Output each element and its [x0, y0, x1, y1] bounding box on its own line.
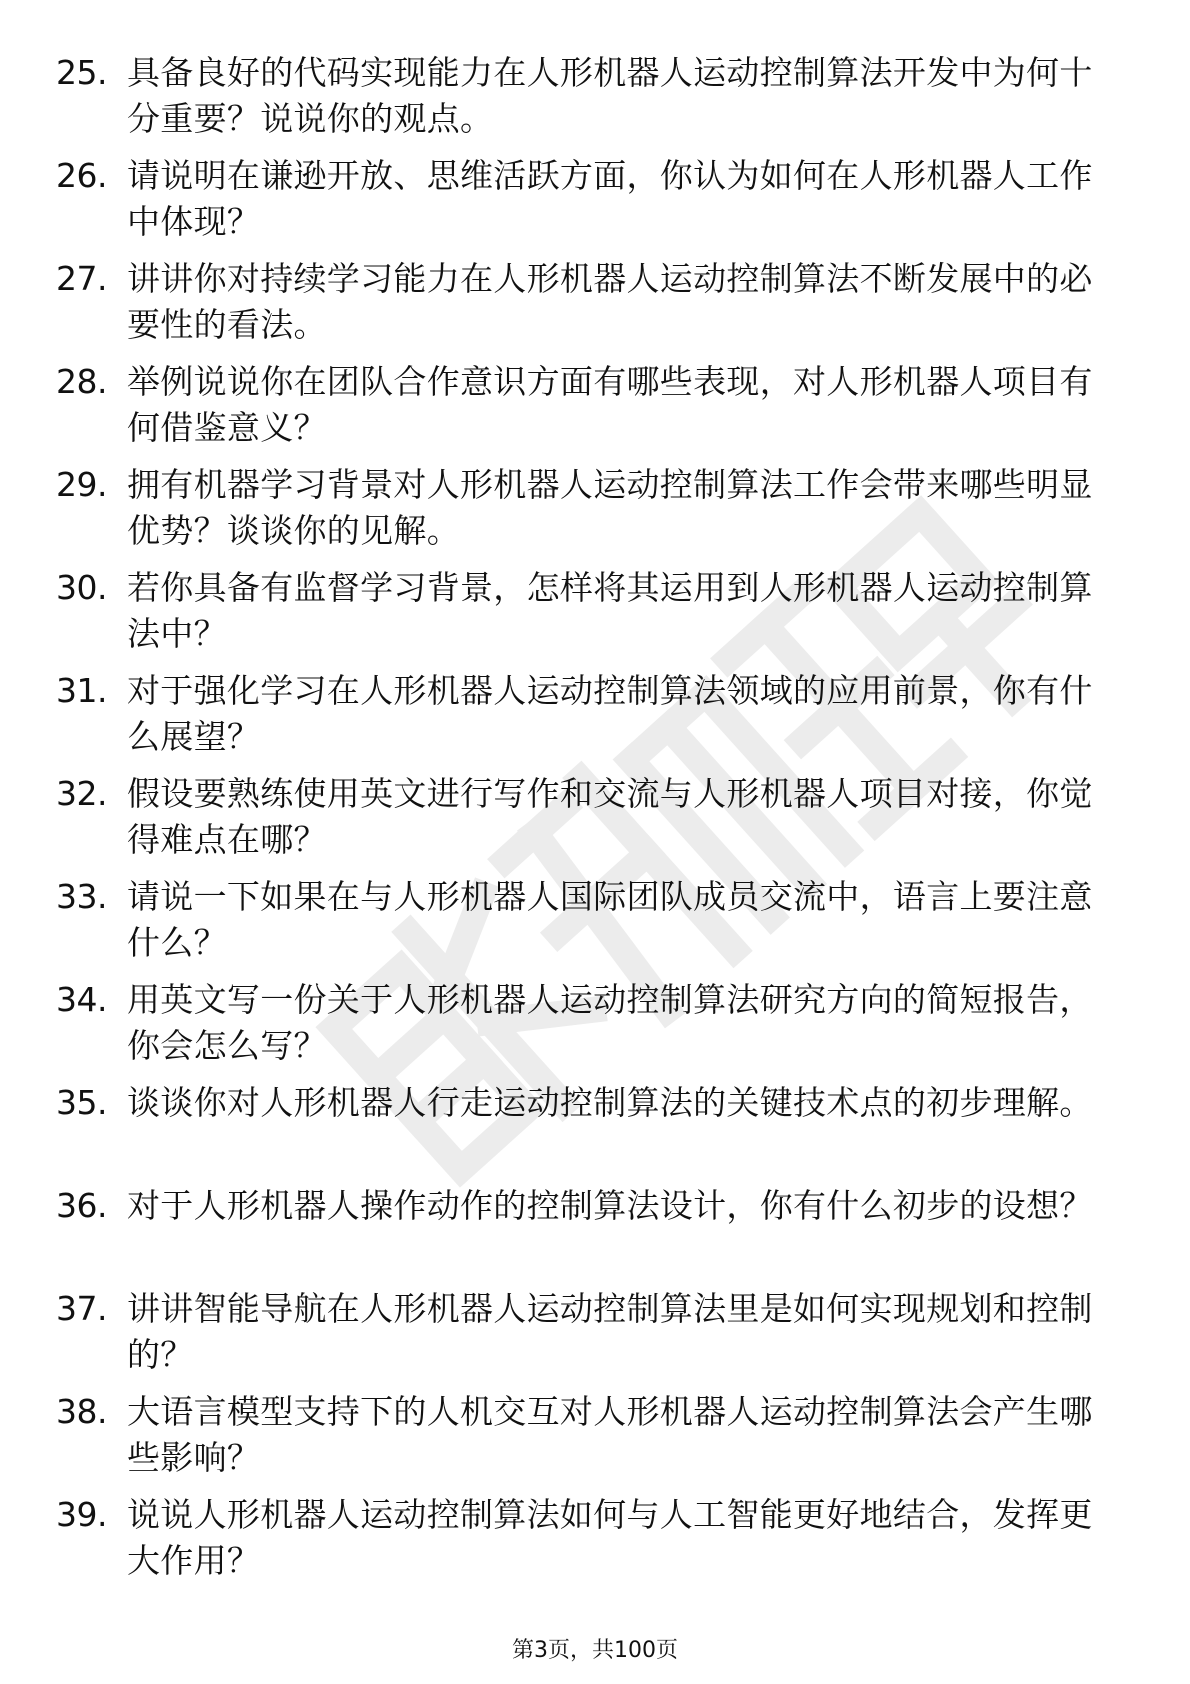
question-item	[0, 1389, 1190, 1492]
question-text: 请说一下如果在与人形机器人国际团队成员交流中，语言上要注意什么？	[127, 877, 1093, 962]
question-number: 25.	[56, 53, 107, 92]
question-text: 具备良好的代码实现能力在人形机器人运动控制算法开发中为何十分重要？说说你的观点。	[127, 53, 1093, 138]
question-item	[0, 153, 1190, 256]
question-text: 对于人形机器人操作动作的控制算法设计，你有什么初步的设想？	[127, 1186, 1093, 1225]
question-number: 34.	[56, 980, 107, 1019]
question-text: 大语言模型支持下的人机交互对人形机器人运动控制算法会产生哪些影响？	[127, 1392, 1093, 1477]
question-number: 27.	[56, 259, 107, 298]
question-number: 37.	[56, 1289, 107, 1328]
question-number: 30.	[56, 568, 107, 607]
question-item	[0, 565, 1190, 668]
question-item	[0, 874, 1190, 977]
question-number: 33.	[56, 877, 107, 916]
question-item	[0, 771, 1190, 874]
question-number: 39.	[56, 1495, 107, 1534]
question-item	[0, 1492, 1190, 1595]
question-text: 谈谈你对人形机器人行走运动控制算法的关键技术点的初步理解。	[127, 1083, 1093, 1122]
question-text: 若你具备有监督学习背景，怎样将其运用到人形机器人运动控制算法中？	[127, 568, 1093, 653]
question-number: 26.	[56, 156, 107, 195]
question-number: 31.	[56, 671, 107, 710]
question-number: 35.	[56, 1083, 107, 1122]
question-text: 拥有机器学习背景对人形机器人运动控制算法工作会带来哪些明显优势？谈谈你的见解。	[127, 465, 1093, 550]
question-number: 38.	[56, 1392, 107, 1431]
question-item	[0, 977, 1190, 1080]
question-item	[0, 1080, 1190, 1183]
question-number: 28.	[56, 362, 107, 401]
page-indicator: 第3页，共100页	[512, 1638, 678, 1663]
question-item	[0, 1286, 1190, 1389]
question-item	[0, 256, 1190, 359]
question-text: 举例说说你在团队合作意识方面有哪些表现，对人形机器人项目有何借鉴意义？	[127, 362, 1093, 447]
question-list	[0, 50, 1190, 1595]
question-item	[0, 359, 1190, 462]
question-text: 对于强化学习在人形机器人运动控制算法领域的应用前景，你有什么展望？	[127, 671, 1093, 756]
question-text: 请说明在谦逊开放、思维活跃方面，你认为如何在人形机器人工作中体现？	[127, 156, 1093, 241]
question-number: 29.	[56, 465, 107, 504]
question-text: 讲讲你对持续学习能力在人形机器人运动控制算法不断发展中的必要性的看法。	[127, 259, 1093, 344]
question-item	[0, 668, 1190, 771]
question-text: 用英文写一份关于人形机器人运动控制算法研究方向的简短报告，你会怎么写？	[127, 980, 1093, 1065]
question-text: 讲讲智能导航在人形机器人运动控制算法里是如何实现规划和控制的？	[127, 1289, 1093, 1374]
question-item	[0, 50, 1190, 153]
question-item	[0, 1183, 1190, 1286]
question-number: 32.	[56, 774, 107, 813]
question-item	[0, 462, 1190, 565]
question-text: 说说人形机器人运动控制算法如何与人工智能更好地结合，发挥更大作用？	[127, 1495, 1093, 1580]
question-number: 36.	[56, 1186, 107, 1225]
question-text: 假设要熟练使用英文进行写作和交流与人形机器人项目对接，你觉得难点在哪？	[127, 774, 1093, 859]
